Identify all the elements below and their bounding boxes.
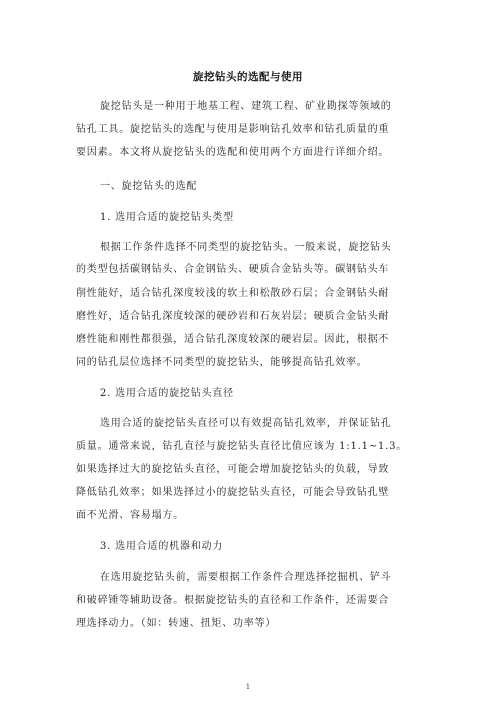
document-title: 旋挖钻头的选配与使用 [193,71,303,83]
bit-diameter-line-1: 选用合适的旋挖钻头直径可以有效提高钻孔效率，并保证钻孔 [100,418,392,429]
bit-type-line-6: 同的钻孔层位选择不同类型的旋挖钻头，能够提高钻孔效率。 [76,357,368,368]
intro-line-1: 旋挖钻头是一种用于地基工程、建筑工程、矿业勘探等领域的 [100,101,392,112]
bit-type-line-1: 根据工作条件选择不同类型的旋挖钻头。一般来说，旋挖钻头 [100,242,392,253]
bit-diameter-line-4: 降低钻孔效率；如果选择过小的旋挖钻头直径，可能会导致钻孔壁 [76,487,390,498]
intro-line-2: 钻孔工具。旋挖钻头的选配与使用是影响钻孔效率和钻孔质量的重 [76,124,390,135]
intro-line-3: 要因素。本文将从旋挖钻头的选配和使用两个方面进行详细介绍。 [76,147,390,158]
section-heading-selection: 一、旋挖钻头的选配 [100,181,198,192]
bit-type-line-2: 的类型包括碳钢钻头、合金钢钻头、硬质合金钻头等。碳钢钻头车 [76,264,390,275]
machine-power-line-3: 理选择动力。（如：转速、扭矩、功率等） [76,618,277,629]
page-number: 1 [245,683,251,691]
subheading-bit-type: 1. 选用合适的旋挖钻头类型 [100,212,234,223]
subheading-bit-diameter: 2. 选用合适的旋挖钻头直径 [100,388,234,399]
bit-diameter-line-5: 面不光滑、容易塌方。 [76,510,184,521]
bit-diameter-line-3: 如果选择过大的旋挖钻头直径，可能会增加旋挖钻头的负载，导致 [76,464,390,475]
bit-type-line-4: 磨性好，适合钻孔深度较深的硬砂岩和石灰岩层；硬质合金钻头耐 [76,311,390,322]
bit-type-line-5: 磨性能和刚性都很强，适合钻孔深度较深的硬岩层。因此，根据不 [76,334,390,345]
bit-type-line-3: 削性能好，适合钻孔深度较浅的软土和松散砂石层；合金钢钻头耐 [76,288,390,299]
bit-diameter-line-2: 质量。通常来说，钻孔直径与旋挖钻头直径比值应该为 1:1.1~1.3。 [76,441,408,452]
subheading-machine-power: 3. 选用合适的机器和动力 [100,541,224,552]
machine-power-line-2: 和破碎锤等辅助设备。根据旋挖钻头的直径和工作条件，还需要合 [76,595,390,606]
machine-power-line-1: 在选用旋挖钻头前，需要根据工作条件合理选择挖掘机、铲斗 [100,572,392,583]
